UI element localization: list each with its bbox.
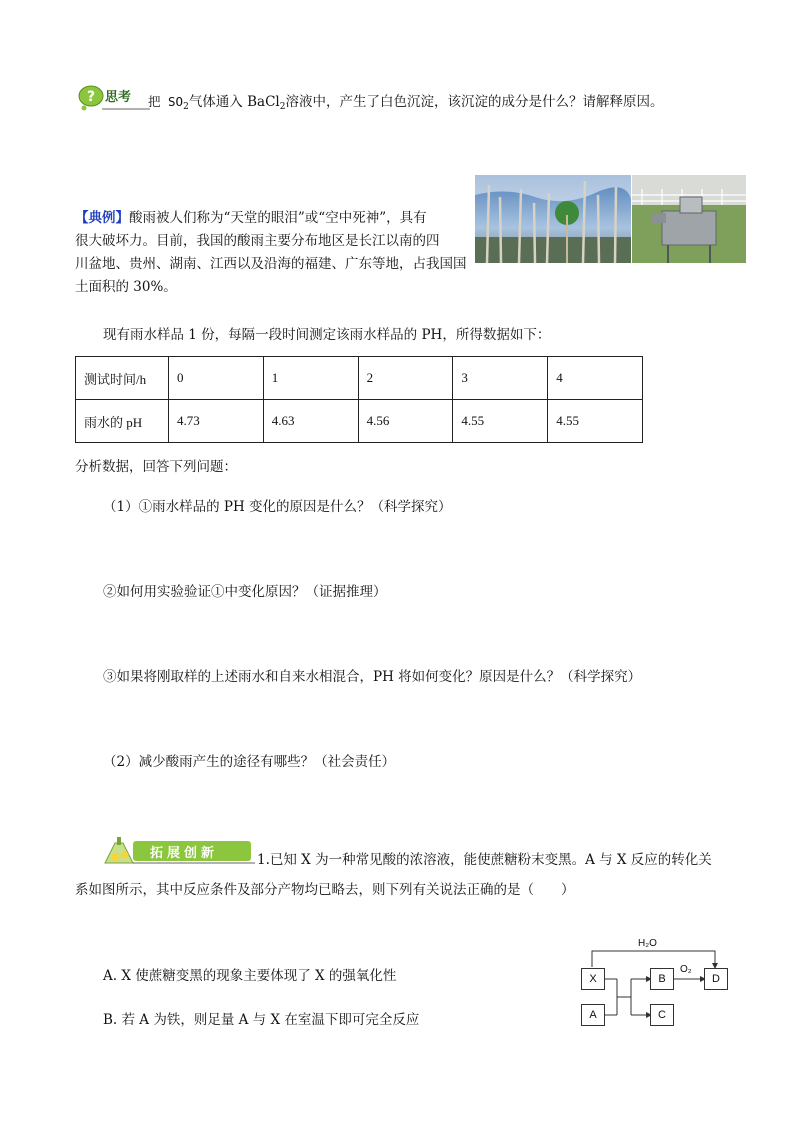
h2o-label: H₂O bbox=[638, 938, 657, 949]
question-1c: ③如果将刚取样的上述雨水和自来水相混合，PH 将如何变化？原因是什么？（科学探究） bbox=[103, 669, 642, 685]
question-2: （2）减少酸雨产生的途径有哪些？（社会责任） bbox=[103, 754, 396, 770]
table-row bbox=[76, 400, 643, 443]
subscript: 2 bbox=[183, 102, 189, 112]
table-cell: 4.55 bbox=[548, 400, 643, 443]
option-b: B. 若 A 为铁，则足量 A 与 X 在室温下即可完全反应 bbox=[103, 1012, 420, 1028]
subscript: 2 bbox=[279, 102, 286, 112]
table-cell: 测试时间/h bbox=[76, 357, 169, 400]
extension-question-line1: 1.已知 X 为一种常见酸的浓溶液，能使蔗糖粉末变黑。A 与 X 反应的转化关 bbox=[257, 852, 712, 868]
table-cell: 1 bbox=[263, 357, 358, 400]
example-text: 川盆地、贵州、湖南、江西以及沿海的福建、广东等地，占我国国 bbox=[75, 256, 467, 272]
think-badge-label: 思考 bbox=[105, 90, 132, 105]
svg-text:?: ? bbox=[86, 89, 96, 105]
table-cell: 4.73 bbox=[169, 400, 264, 443]
table-cell: 3 bbox=[453, 357, 548, 400]
table-cell: 2 bbox=[358, 357, 453, 400]
ph-data-table bbox=[75, 356, 643, 443]
table-cell: 4 bbox=[548, 357, 643, 400]
table-row bbox=[76, 357, 643, 400]
node-c: C bbox=[650, 1004, 674, 1026]
option-a: A. X 使蔗糖变黑的现象主要体现了 X 的强氧化性 bbox=[103, 968, 397, 984]
question-1b: ②如何用实验验证①中变化原因？（证据推理） bbox=[103, 584, 387, 600]
question-1: （1）①雨水样品的 PH 变化的原因是什么？（科学探究） bbox=[103, 499, 452, 515]
dead-forest-photo bbox=[475, 175, 631, 263]
example-paragraph bbox=[75, 207, 475, 299]
extension-question-line2: 系如图所示，其中反应条件及部分产物均已略去，则下列有关说法正确的是（ ） bbox=[75, 882, 575, 898]
table-cell: 雨水的 pH bbox=[76, 400, 169, 443]
question-text: 把 SO bbox=[148, 94, 184, 109]
table-cell: 4.55 bbox=[453, 400, 548, 443]
think-question bbox=[148, 92, 663, 117]
table-cell: 4.56 bbox=[358, 400, 453, 443]
table-cell: 0 bbox=[169, 357, 264, 400]
question-text: 溶液中，产生了白色沉淀，该沉淀的成分是什么？请解释原因。 bbox=[285, 94, 664, 110]
node-b: B bbox=[650, 968, 674, 990]
example-text: 很大破坏力。目前，我国的酸雨主要分布地区是长江以南的四 bbox=[75, 233, 440, 249]
node-d: D bbox=[704, 968, 728, 990]
questions-lead: 分析数据，回答下列问题： bbox=[75, 459, 237, 475]
rain-gauge-photo bbox=[632, 175, 746, 263]
example-text: 酸雨被人们称为“天堂的眼泪”或“空中死神”，具有 bbox=[129, 210, 427, 226]
sample-intro: 现有雨水样品 1 份，每隔一段时间测定该雨水样品的 PH，所得数据如下： bbox=[103, 327, 551, 343]
node-x: X bbox=[581, 968, 605, 990]
question-text: 气体通入 BaCl bbox=[188, 94, 280, 110]
table-cell: 4.63 bbox=[263, 400, 358, 443]
example-text: 土面积的 30%。 bbox=[75, 279, 177, 295]
node-a: A bbox=[581, 1004, 605, 1026]
example-tag: 【典例】 bbox=[75, 210, 129, 226]
extension-badge-label: 拓展创新 bbox=[150, 846, 219, 861]
o2-label: O₂ bbox=[680, 964, 692, 975]
